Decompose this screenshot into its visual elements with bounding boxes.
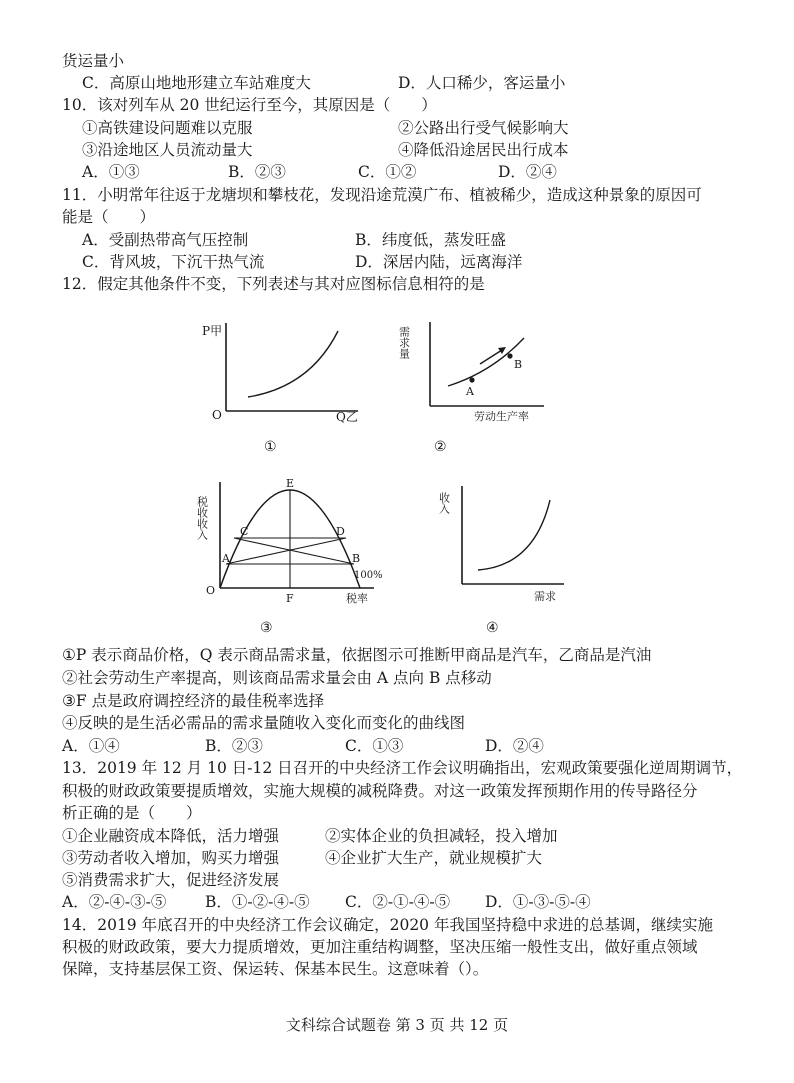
- q11-option-d: D．深居内陆，远离海洋: [355, 253, 523, 271]
- page-footer: 文科综合试题卷 第 3 页 共 12 页: [285, 1016, 509, 1034]
- q10-option-d: D．②④: [498, 163, 557, 181]
- figure-2: [397, 312, 560, 457]
- fig1-origin: O: [212, 408, 222, 422]
- q13-stem-line3: 析正确的是（ ）: [62, 804, 202, 822]
- fig2-arrow: [480, 350, 502, 364]
- figure-1: [190, 315, 370, 455]
- q11-option-c: C．背风坡，下沉干热气流: [82, 253, 265, 271]
- q12-option-b: B．②③: [205, 737, 263, 755]
- q10-option-b: B．②③: [228, 163, 286, 181]
- fig3-y-label: 税收收入: [195, 496, 209, 540]
- q13-item-3: ③劳动者收入增加，购买力增强: [62, 849, 280, 867]
- fig2-point-b: [507, 353, 512, 358]
- fig3-label-d: D: [336, 525, 345, 538]
- q13-stem-line2: 积极的财政政策要提质增效，实施大规模的减税降费。对这一政策发挥预期作用的传导路径分: [62, 782, 698, 800]
- fig3-diag-1: [234, 538, 354, 564]
- fig4-x-label: 需求: [534, 590, 556, 603]
- fig1-x-label: Q乙: [336, 410, 358, 424]
- q10-stem: 10．该对列车从 20 世纪运行至今，其原因是（ ）: [62, 96, 437, 114]
- q9-stem-tail: 货运量小: [62, 52, 125, 70]
- q10-item-2: ②公路出行受气候影响大: [398, 119, 569, 137]
- fig2-caption: ②: [434, 439, 447, 455]
- fig2-label-a: A: [466, 385, 474, 398]
- fig3-label-a: A: [222, 552, 230, 565]
- fig3-label-e: E: [286, 477, 295, 490]
- q13-option-c: C．②-①-④-⑤: [345, 893, 451, 911]
- fig3-diag-2: [226, 538, 346, 564]
- q13-item-1: ①企业融资成本降低，活力增强: [62, 827, 280, 845]
- fig2-arrow-head: [498, 347, 506, 354]
- q10-item-4: ④降低沿途居民出行成本: [398, 141, 569, 159]
- q13-option-a: A．②-④-③-⑤: [62, 893, 167, 911]
- q12-statement-3: ③F 点是政府调控经济的最佳税率选择: [62, 692, 325, 710]
- figure-3: [195, 476, 398, 638]
- q13-item-2: ②实体企业的负担减轻，投入增加: [325, 827, 558, 845]
- q12-statement-4: ④反映的是生活必需品的需求量随收入变化而变化的曲线图: [62, 714, 466, 732]
- fig3-caption: ③: [260, 620, 273, 636]
- fig4-y-label: 收入: [437, 492, 451, 514]
- fig2-label-b: B: [514, 358, 523, 371]
- q13-option-b: B．①-②-④-⑤: [205, 893, 310, 911]
- fig2-x-label: 劳动生产率: [474, 410, 529, 423]
- q11-stem-line2: 能是（ ）: [62, 208, 156, 226]
- fig3-label-b: B: [352, 552, 361, 565]
- fig3-x-label: 税率: [346, 592, 368, 605]
- q12-statement-1: ①P 表示商品价格，Q 表示商品需求量，依据图示可推断甲商品是汽车，乙商品是汽油: [62, 646, 652, 664]
- q11-option-b: B．纬度低，蒸发旺盛: [355, 231, 506, 249]
- q9-option-d: D．人口稀少，客运量小: [398, 74, 566, 92]
- q14-line2: 积极的财政政策，要大力提质增效，更加注重结构调整，坚决压缩一般性支出，做好重点领域: [62, 938, 698, 956]
- q13-item-5: ⑤消费需求扩大，促进经济发展: [62, 871, 280, 889]
- fig3-label-c: C: [240, 525, 249, 538]
- q10-option-a: A．①③: [82, 163, 140, 181]
- fig3-origin: O: [206, 584, 216, 597]
- q12-stem: 12．假定其他条件不变，下列表述与其对应图标信息相符的是: [62, 275, 485, 293]
- figure-4: [438, 478, 578, 638]
- fig4-curve: [478, 500, 550, 570]
- q9-option-c: C．高原山地地形建立车站难度大: [82, 74, 311, 92]
- q10-item-1: ①高铁建设问题难以克服: [82, 119, 253, 137]
- q13-item-4: ④企业扩大生产，就业规模扩大: [325, 849, 543, 867]
- fig4-caption: ④: [486, 620, 499, 636]
- fig2-curve: [448, 338, 524, 386]
- q12-option-c: C．①③: [345, 737, 404, 755]
- q13-option-d: D．①-③-⑤-④: [485, 893, 591, 911]
- fig1-caption: ①: [264, 439, 277, 455]
- q11-stem-line1: 11．小明常年往返于龙塘坝和攀枝花，发现沿途荒漠广布、植被稀少，造成这种景象的原因可: [62, 186, 702, 204]
- fig2-point-a: [469, 377, 474, 382]
- q10-item-3: ③沿途地区人员流动量大: [82, 141, 253, 159]
- fig1-curve: [248, 331, 338, 397]
- q14-line1: 14．2019 年底召开的中央经济工作会议确定，2020 年我国坚持稳中求进的总基调，继续实施: [62, 916, 713, 934]
- fig3-label-f: F: [286, 592, 294, 605]
- fig3-max-rate: 100%: [354, 570, 383, 581]
- q14-line3: 保障，支持基层保工资、保运转、保基本民生。这意味着（）。: [62, 960, 489, 978]
- fig2-y-label: 需求量: [397, 326, 411, 359]
- q13-stem-line1: 13．2019 年 12 月 10 日-12 日召开的中央经济工作会议明确指出，宏观政策要强化逆周期调节，: [62, 759, 743, 777]
- q12-option-d: D．②④: [485, 737, 544, 755]
- fig1-y-label: P甲: [202, 324, 223, 338]
- q12-option-a: A．①④: [62, 737, 120, 755]
- q11-option-a: A．受副热带高气压控制: [82, 231, 249, 249]
- q12-statement-2: ②社会劳动生产率提高，则该商品需求量会由 A 点向 B 点移动: [62, 669, 492, 687]
- q10-option-c: C．①②: [358, 163, 417, 181]
